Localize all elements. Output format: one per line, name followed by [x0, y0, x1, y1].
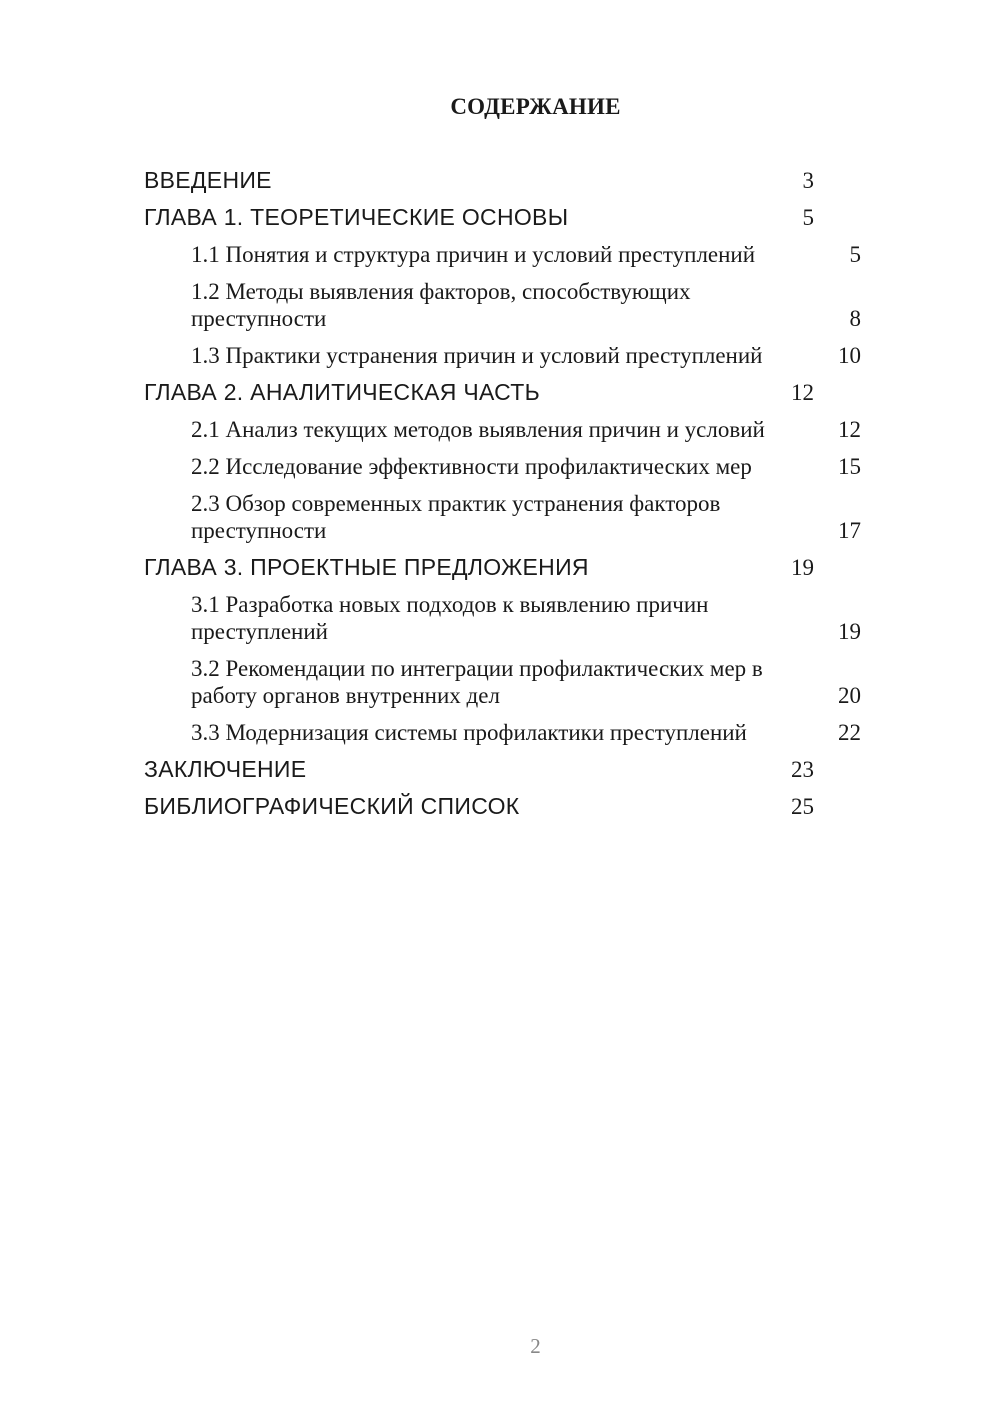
toc-entry-label: ГЛАВА 1. ТЕОРЕТИЧЕСКИЕ ОСНОВЫ: [144, 204, 569, 230]
toc-entry-label: 1.1 Понятия и структура причин и условий преступлений: [191, 242, 756, 267]
toc-chapter-entry: [144, 756, 918, 783]
toc-chapter-entry: [144, 379, 918, 406]
toc-section-entry: [144, 241, 918, 268]
toc-section-entry: [144, 416, 918, 443]
toc-section-entry: [144, 490, 918, 544]
toc-entry-label: БИБЛИОГРАФИЧЕСКИЙ СПИСОК: [144, 793, 520, 819]
toc-entry-page: 12: [838, 417, 861, 442]
toc-entry-page: 10: [838, 343, 861, 368]
toc-entry-label: ГЛАВА 3. ПРОЕКТНЫЕ ПРЕДЛОЖЕНИЯ: [144, 554, 589, 580]
toc-section-entry: [144, 453, 918, 480]
toc-entry-page: 12: [791, 380, 814, 405]
toc-section-entry: [144, 342, 918, 369]
toc-chapter-entry: [144, 167, 918, 194]
toc-entry-label: 2.2 Исследование эффективности профилактических мер: [191, 454, 752, 479]
toc-section-entry: [144, 278, 918, 332]
toc-entry-label: 1.2 Методы выявления факторов, способствующих преступности: [191, 279, 691, 331]
toc-entry-page: 19: [838, 619, 861, 644]
toc-entry-page: 19: [791, 555, 814, 580]
toc-entry-label: ГЛАВА 2. АНАЛИТИЧЕСКАЯ ЧАСТЬ: [144, 379, 541, 405]
toc-chapter-entry: [144, 554, 918, 581]
table-of-contents: [144, 167, 918, 830]
toc-entry-label: ВВЕДЕНИЕ: [144, 167, 272, 193]
toc-section-entry: [144, 591, 918, 645]
toc-section-entry: [144, 719, 918, 746]
toc-entry-page: 23: [791, 757, 814, 782]
toc-chapter-entry: [144, 793, 918, 820]
toc-entry-label: ЗАКЛЮЧЕНИЕ: [144, 756, 307, 782]
toc-entry-page: 15: [838, 454, 861, 479]
toc-entry-page: 17: [838, 518, 861, 543]
toc-entry-label: 3.2 Рекомендации по интеграции профилактических мер в работу органов внутренних дел: [191, 656, 763, 708]
toc-entry-label: 2.1 Анализ текущих методов выявления причин и условий: [191, 417, 765, 442]
toc-entry-label: 1.3 Практики устранения причин и условий преступлений: [191, 343, 763, 368]
page-title: СОДЕРЖАНИЕ: [450, 94, 621, 119]
toc-entry-page: 8: [849, 306, 861, 331]
toc-entry-label: 3.3 Модернизация системы профилактики преступлений: [191, 720, 747, 745]
toc-entry-page: 25: [791, 794, 814, 819]
toc-entry-label: 2.3 Обзор современных практик устранения факторов преступности: [191, 491, 721, 543]
toc-entry-page: 3: [802, 168, 814, 193]
toc-entry-page: 22: [838, 720, 861, 745]
toc-section-entry: [144, 655, 918, 709]
page-number: 2: [530, 1334, 541, 1358]
toc-entry-label: 3.1 Разработка новых подходов к выявлению причин преступлений: [191, 592, 709, 644]
toc-entry-page: 20: [838, 683, 861, 708]
toc-entry-page: 5: [849, 242, 861, 267]
toc-chapter-entry: [144, 204, 918, 231]
toc-entry-page: 5: [802, 205, 814, 230]
